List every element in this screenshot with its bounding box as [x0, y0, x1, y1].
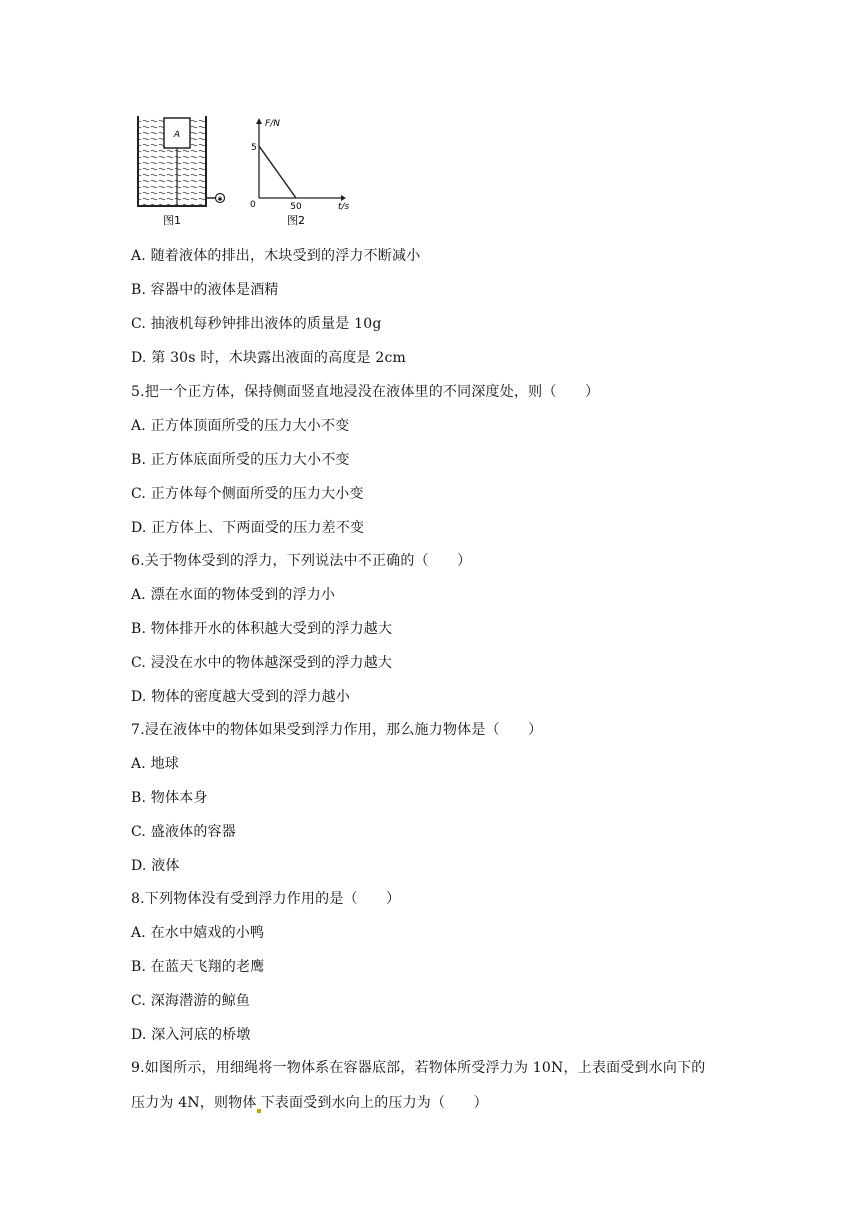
figures: [134, 112, 364, 230]
figure-1-container: [138, 116, 225, 227]
q5-option-a: A. 正方体顶面所受的压力大小不变: [131, 418, 350, 434]
q8-option-b: B. 在蓝天飞翔的老鹰: [131, 959, 265, 975]
q9-line-2b: 下表面受到水向上的压力为（ ）: [260, 1095, 488, 1111]
x-tick-50: 50: [290, 202, 302, 212]
q4-option-b: B. 容器中的液体是酒精: [131, 282, 279, 298]
q9-line-1: 9.如图所示，用细绳将一物体系在容器底部，若物体所受浮力为 10N，上表面受到水向下的: [131, 1060, 706, 1076]
q5-option-b: B. 正方体底面所受的压力大小不变: [131, 452, 350, 468]
q8-option-c: C. 深海潜游的鲸鱼: [131, 993, 251, 1009]
figure-1-caption: 图1: [163, 214, 181, 227]
figure-2-graph: [250, 118, 350, 227]
q6-option-b: B. 物体排开水的体积越大受到的浮力越大: [131, 621, 393, 637]
q8-option-d: D. 深入河底的桥墩: [131, 1027, 251, 1043]
q6-option-d: D. 物体的密度越大受到的浮力越小: [131, 689, 351, 705]
q5-stem: 5.把一个正方体，保持侧面竖直地浸没在液体里的不同深度处，则（ ）: [131, 384, 600, 400]
q5-option-c: C. 正方体每个侧面所受的压力大小变: [131, 486, 364, 502]
q7-option-a: A. 地球: [131, 756, 180, 772]
y-axis-label: F/N: [265, 119, 280, 129]
force-line: [259, 146, 296, 198]
svg-text:✱: ✱: [217, 196, 223, 203]
q4-option-a: A. 随着液体的排出，木块受到的浮力不断减小: [131, 248, 421, 264]
q9-line-2a: 压力为 4N，则物体: [131, 1095, 257, 1111]
q8-stem: 8.下列物体没有受到浮力作用的是（ ）: [131, 891, 401, 907]
q7-option-c: C. 盛液体的容器: [131, 824, 236, 840]
q6-stem: 6.关于物体受到的浮力，下列说法中不正确的（ ）: [131, 553, 472, 569]
q5-option-d: D. 正方体上、下两面受的压力差不变: [131, 520, 365, 536]
q9-line-2: [131, 1093, 488, 1113]
q4-option-c: C. 抽液机每秒钟排出液体的质量是 10g: [131, 316, 382, 332]
q4-option-d: D. 第 30s 时，木块露出液面的高度是 2cm: [131, 350, 406, 366]
x-axis-label: t/s: [338, 202, 350, 212]
y-tick-5: 5: [251, 143, 257, 153]
q6-option-a: A. 漂在水面的物体受到的浮力小: [131, 587, 336, 603]
q7-stem: 7.浸在液体中的物体如果受到浮力作用，那么施力物体是（ ）: [131, 722, 543, 738]
q6-option-c: C. 浸没在水中的物体越深受到的浮力越大: [131, 655, 393, 671]
q7-option-b: B. 物体本身: [131, 790, 208, 806]
origin-label: 0: [250, 200, 256, 210]
block-label: A: [173, 130, 181, 140]
q7-option-d: D. 液体: [131, 858, 180, 874]
figure-2-caption: 图2: [287, 214, 305, 227]
q8-option-a: A. 在水中嬉戏的小鸭: [131, 925, 265, 941]
